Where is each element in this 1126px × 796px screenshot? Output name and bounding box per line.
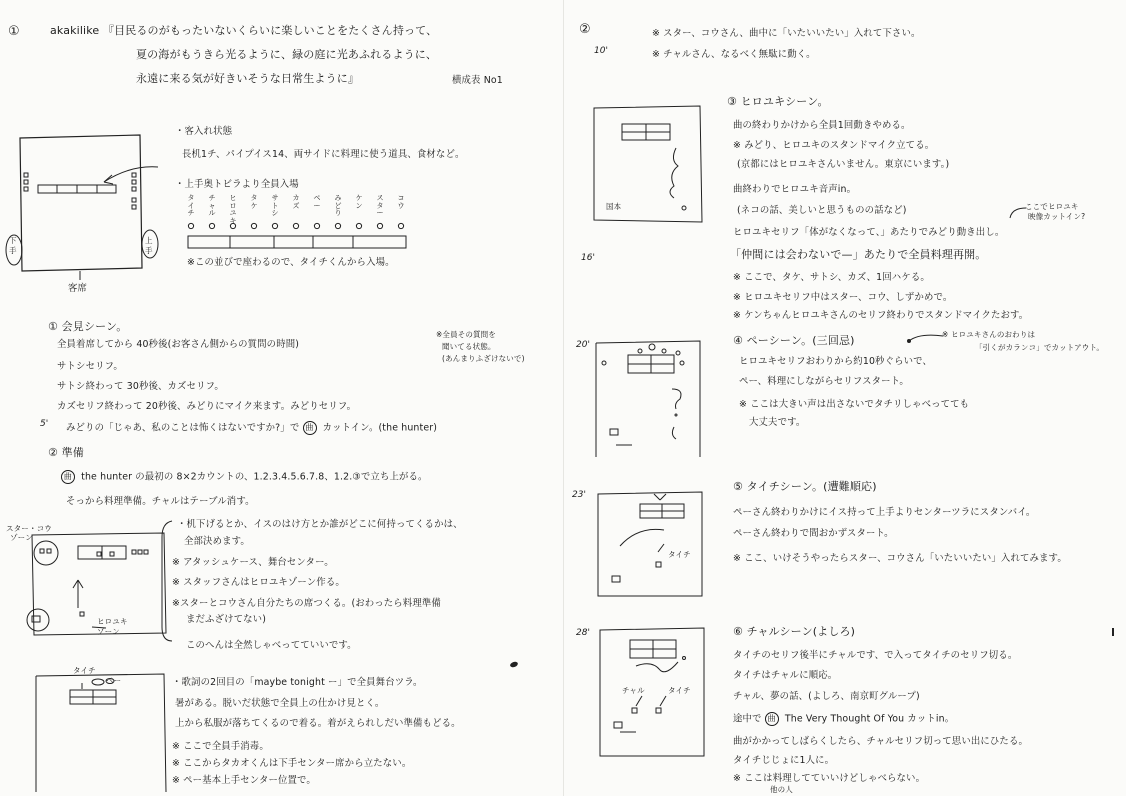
stage-left-label: 下手 (9, 236, 17, 255)
scene4-line-1: ヒロユキセリフおわりから約10秒ぐらいで、 (739, 356, 933, 367)
intro-signature: 横成表 No1 (452, 75, 503, 86)
scene2b-line-4: ※ ここで全員手消毒。 (172, 741, 269, 752)
pen-mark-2 (1112, 628, 1114, 636)
guest-seat-label: 客席 (68, 283, 88, 294)
page-number-right: ② (579, 22, 591, 37)
scene4-side-arrow (905, 331, 945, 345)
scene4-line-3: ※ ここは大きい声は出さないでタチリしゃべってても (739, 399, 970, 410)
taichi-diagram-label: タイチ (668, 550, 691, 559)
name-kou: コウ (397, 194, 405, 210)
costume-diagram-label-2: ペー (106, 676, 122, 685)
scene5-line-3: ※ ここ、いけそうやったらスター、コウさん「いたいいたい」入れてみます。 (733, 553, 1067, 564)
scene3-line-9: ※ ヒロユキセリフ中はスター、コウ、しずかめで。 (733, 292, 953, 303)
intro-line-3: 永遠に来る気が好きいそうな日常生ように』 (136, 72, 359, 85)
scene1-line-5 (66, 421, 437, 435)
song-mark-icon: 曲 (303, 421, 317, 435)
scene3-title: ③ ヒロユキシーン。 (727, 95, 829, 108)
scene4-line-2: ペー、料理にしながらセリフスタート。 (739, 376, 909, 387)
scene1-title: ① 会見シーン。 (48, 320, 128, 333)
scene6-line-4-text: 途中で (733, 713, 762, 725)
scene6-line-7: ※ ここは料理してていいけどしゃべらない。 (733, 773, 926, 784)
scene6-line-4 (733, 712, 954, 726)
time-20: 20' (576, 340, 590, 350)
prep-diagram-label-4: ゾーン (97, 627, 120, 636)
scene2-title: ② 準備 (48, 446, 84, 459)
name-midori: みどり (334, 194, 342, 217)
state-text: 長机1チ、パイプイス14、両サイドに料理に使う道具、食材など。 (182, 149, 465, 160)
scene2b-line-3: 上から私服が落ちてくるので着る。着がえられしだい準備もどる。 (175, 718, 461, 729)
song-mark-icon-2: 曲 (61, 470, 75, 484)
name-charu: チャル (208, 194, 216, 217)
name-take: タケ (250, 194, 258, 210)
scene6-line-3: チャル、夢の話、(よしろ、南京町グループ) (733, 691, 920, 702)
stage-right-label: 上手 (145, 236, 153, 255)
scene4-title: ④ ペーシーン。(三回忌) (733, 334, 855, 347)
time-28: 28' (576, 628, 590, 638)
hiroyuki-diagram-label: 国本 (606, 202, 622, 211)
scene1-side-3: (あんまりふざけないで) (442, 354, 525, 363)
stage-diagram-charu (596, 622, 708, 758)
name-pe: ペー (313, 194, 321, 210)
scene1-line-5-text: みどりの「じゃあ、私のことは怖くはないですか?」で (66, 422, 300, 434)
scene6-title: ⑥ チャルシーン(よしろ) (733, 625, 856, 638)
scene2-line-1 (61, 470, 428, 484)
entry-title: ・上手奥トビラより全員入場 (175, 179, 299, 190)
stage-diagram-pe (592, 337, 704, 459)
scene6-line-1: タイチのセリフ後半にチャルです、で入ってタイチのセリフ切る。 (733, 650, 1018, 661)
scene1-side-1: ※全員その質問を (436, 330, 496, 339)
name-star: スター (376, 194, 384, 217)
scene1-line-3: サトシ終わって 30秒後、カズセリフ。 (57, 381, 224, 392)
time-16: 16' (581, 253, 595, 263)
scene2-line-1-text: the hunter の最初の 8×2カウントの、1.2.3.4.5.6.7.8、1.2.③で立ち上がる。 (81, 471, 428, 483)
scene3-side-2: 映像カットイン? (1028, 212, 1086, 221)
scene2b-line-1: ・歌詞の2回目の「maybe tonight ー」で全員舞台ツラ。 (172, 677, 423, 688)
stage-diagram-taichi (594, 490, 706, 598)
scene3-line-6: ヒロユキセリフ「体がなくなって、」あたりでみどり動き出し。 (733, 227, 1005, 238)
scene2-note-4b: まだふざけてない) (186, 614, 267, 625)
seating-note: ※この並びで座わるので、タイチくんから入場。 (187, 257, 395, 268)
name-hiroyuki: ヒロユキ (229, 194, 237, 225)
scene2-note-3: ※ スタッフさんはヒロユキゾーン作る。 (172, 577, 345, 588)
scene2-note-2: ※ アタッシュケース、舞台センター。 (172, 557, 334, 568)
prep-diagram-label-1: スター・コウ (6, 524, 52, 533)
stage-diagram-seating (0, 125, 175, 305)
name-satoshi: サトシ (271, 194, 279, 217)
scene6-line-8: 他の人 (770, 785, 793, 794)
right-top-line-2: ※ チャルさん、なるべく無駄に動く。 (652, 49, 816, 60)
time-23: 23' (572, 490, 586, 500)
scene5-line-2: ペーさん終わりで間おかずスタート。 (733, 528, 894, 539)
scene3-line-3: (京都にはヒロユキさんいません。東京にいます。) (737, 159, 950, 170)
scene2b-line-5: ※ ここからタカオくんは下手センター席から立たない。 (172, 758, 412, 769)
scene5-title: ⑤ タイチシーン。(遭難順応) (733, 480, 877, 493)
intro-line-1: akakilike 『目民るのがもったいないくらいに楽しいことをたくさん持って、 (50, 24, 438, 37)
charu-diagram-label-1: チャル (622, 686, 645, 695)
scene1-side-2: 聞いてる状態。 (442, 342, 496, 351)
costume-diagram-label-1: タイチ (73, 666, 96, 675)
stage-diagram-prep (14, 525, 174, 645)
scene2-line-2: そっから料理準備。チャルはテーブル消す。 (66, 496, 255, 507)
scene3-side-1: ここでヒロユキ (1025, 202, 1079, 211)
state-title: ・客入れ状態 (175, 126, 233, 137)
scene3-line-4: 曲終わりでヒロユキ音声in。 (733, 184, 857, 195)
song-mark-icon-3: 曲 (765, 712, 779, 726)
scene4-side-2: 「引くがカランコ」でカットアウト。 (975, 343, 1105, 352)
right-top-line-1: ※ スター、コウさん、曲中に「いたいいたい」入れて下さい。 (652, 28, 921, 39)
prep-diagram-label-2: ゾーン (10, 533, 33, 542)
scene3-side-arrow (1006, 204, 1028, 222)
scene1-line-5b-text: カットイン。(the hunter) (322, 422, 438, 434)
name-taichi: タイチ (187, 194, 195, 217)
name-kazu: カズ (292, 194, 300, 210)
scene4-side-1: ※ ヒロユキさんのおわりは (942, 330, 1036, 339)
scene4-line-4: 大丈夫です。 (749, 417, 806, 428)
scene2b-line-2: 暑がある。脱いだ状態で全員上の仕かけ見とく。 (175, 698, 385, 709)
scene3-line-5: (ネコの話、美しいと思うものの話など) (737, 205, 907, 216)
scene3-line-10: ※ ケンちゃんヒロユキさんのセリフ終わりでスタンドマイクたおす。 (733, 310, 1029, 321)
scene3-line-8: ※ ここで、タケ、サトシ、カズ、1回ハケる。 (733, 272, 930, 283)
name-ken: ケン (355, 194, 363, 210)
scene6-line-2: タイチはチャルに順応。 (733, 670, 838, 681)
stage-diagram-costume (30, 668, 170, 793)
scene1-line-1: 全員着席してから 40秒後(お客さん側からの質問の時間) (57, 339, 300, 350)
time-10: 10' (594, 46, 608, 56)
scene2-note-1b: 全部決めます。 (184, 536, 250, 547)
scene1-line-2: サトシセリフ。 (57, 361, 123, 372)
seating-table-diagram (182, 222, 412, 252)
time-5: 5' (40, 419, 49, 429)
scene1-line-4: カズセリフ終わって 20秒後、みどりにマイク来ます。みどりセリフ。 (57, 401, 357, 412)
scene6-line-4b-text: The Very Thought Of You カットin。 (784, 713, 955, 725)
scene6-line-5: 曲がかかってしばらくしたら、チャルセリフ切って思い出にひたる。 (733, 736, 1028, 747)
scene3-line-7: 「仲間には会わないで—」あたりで全員料理再開。 (730, 248, 987, 261)
prep-diagram-label-3: ヒロユキ (97, 617, 128, 626)
scene2b-line-6: ※ ペー基本上手センター位置で。 (172, 775, 316, 786)
charu-diagram-label-2: タイチ (668, 686, 691, 695)
scene6-line-6: タイチじじょに1人に。 (733, 755, 835, 766)
page-divider (563, 0, 564, 796)
intro-line-2: 夏の海がもうきら光るように、緑の庭に光あふれるように、 (136, 48, 438, 61)
pen-mark (509, 661, 518, 668)
scene3-line-1: 曲の終わりかけから全員1回動きやめる。 (733, 120, 911, 131)
scene2-note-5: このへんは全然しゃべってていいです。 (186, 640, 357, 651)
scene2-note-4: ※スターとコウさん自分たちの席つくる。(おわったら料理準備 (172, 598, 441, 609)
scene2-note-1: ・机下げるとか、イスのはけ方とか誰がどこに何持ってくるかは、 (177, 519, 463, 530)
scene5-line-1: ペーさん終わりかけにイス持って上手よりセンターツラにスタンバイ。 (733, 507, 1036, 518)
scene3-line-2: ※ みどり、ヒロユキのスタンドマイク立てる。 (733, 140, 935, 151)
page-number-left: ① (8, 24, 20, 39)
